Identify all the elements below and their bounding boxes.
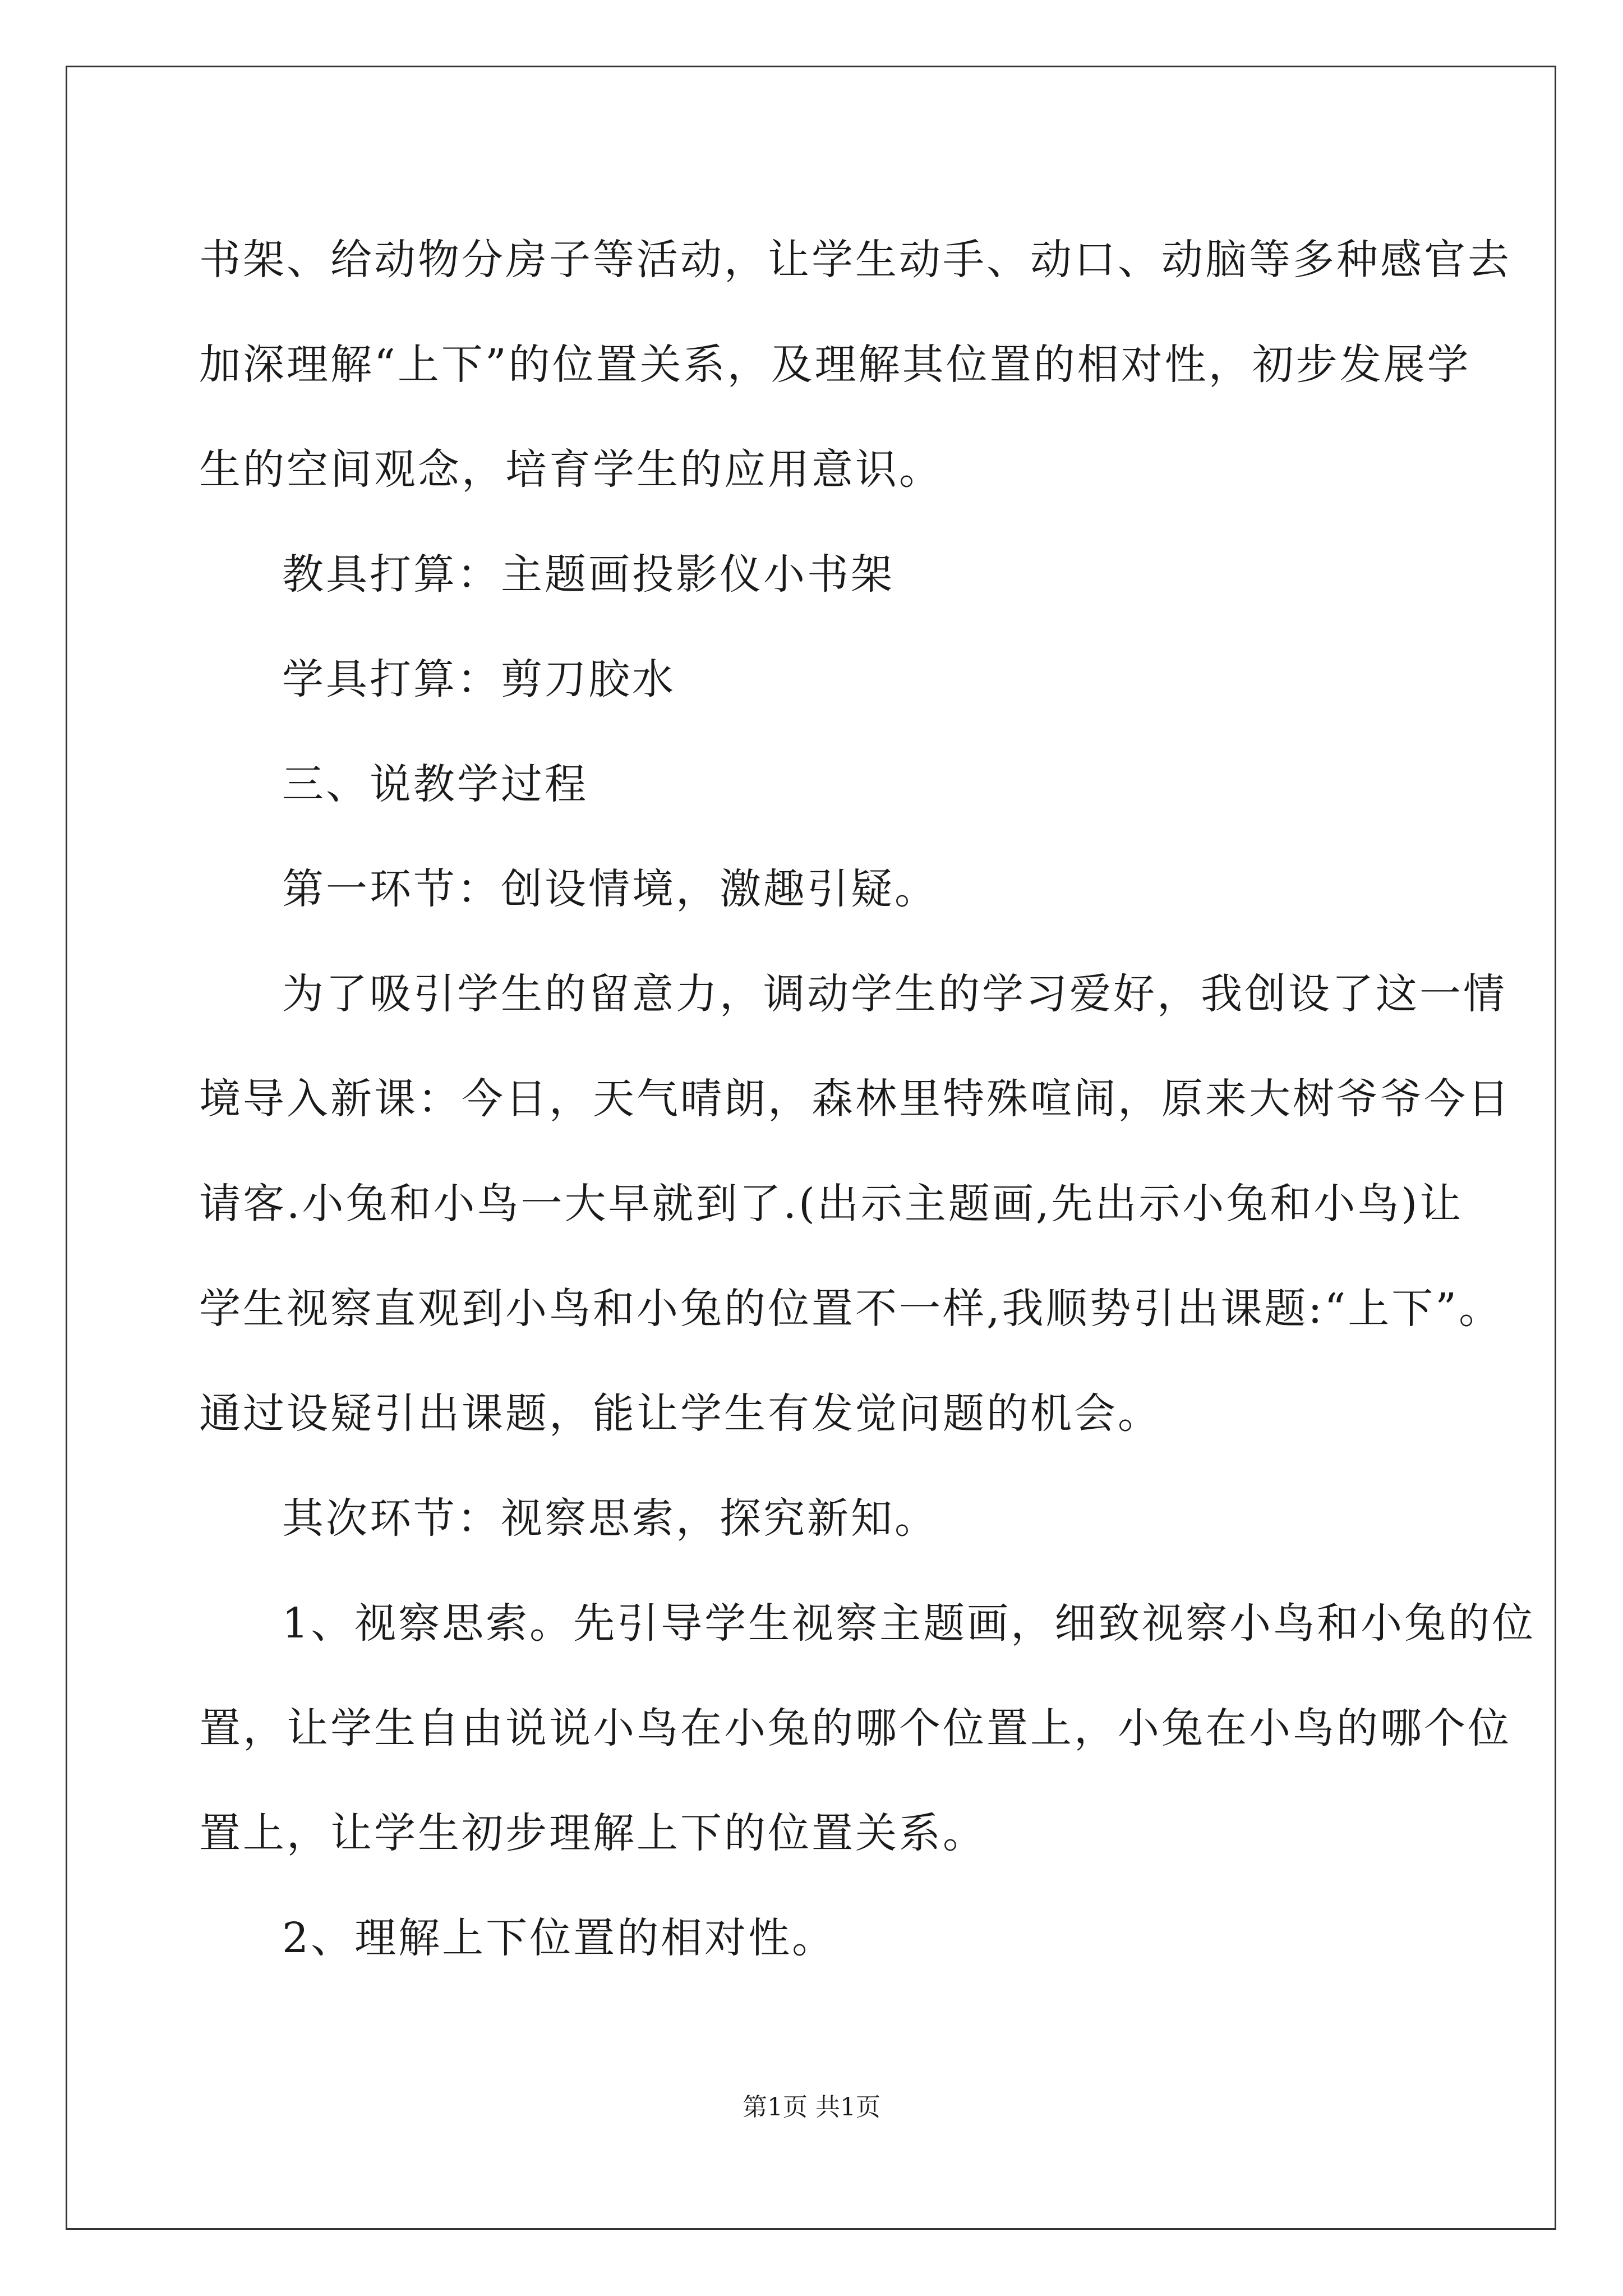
- section-subheading: 其次环节：视察思索，探究新知。: [282, 1494, 938, 1543]
- paragraph-line: 请客.小兔和小鸟一大早就到了.(出示主题画,先出示小兔和小鸟)让: [199, 1180, 1464, 1228]
- paragraph-line: 置上，让学生初步理解上下的位置关系。: [199, 1809, 986, 1857]
- paragraph-line: 2、理解上下位置的相对性。: [282, 1914, 836, 1962]
- paragraph-line: 书架、给动物分房子等活动，让学生动手、动口、动脑等多种感官去: [199, 236, 1511, 284]
- section-subheading: 第一环节：创设情境，激趣引疑。: [282, 865, 938, 913]
- paragraph-line: 学生视察直观到小鸟和小兔的位置不一样,我顺势引出课题:“上下”。: [199, 1285, 1503, 1333]
- paragraph-line: 学具打算：剪刀胶水: [282, 655, 676, 703]
- paragraph-line: 1、视察思索。先引导学生视察主题画，细致视察小鸟和小兔的位: [282, 1599, 1536, 1648]
- section-heading: 三、说教学过程: [282, 760, 588, 808]
- paragraph-line: 教具打算：主题画投影仪小书架: [282, 550, 895, 599]
- page-number-footer: 第1页 共1页: [743, 2093, 880, 2122]
- paragraph-line: 加深理解“上下”的位置关系，及理解其位置的相对性，初步发展学: [199, 341, 1471, 389]
- paragraph-line: 通过设疑引出课题，能让学生有发觉问题的机会。: [199, 1389, 1161, 1438]
- document-body: [199, 208, 1536, 1991]
- paragraph-line: 生的空间观念，培育学生的应用意识。: [199, 445, 943, 494]
- paragraph-line: 置，让学生自由说说小鸟在小兔的哪个位置上，小兔在小鸟的哪个位: [199, 1704, 1511, 1752]
- paragraph-line: 为了吸引学生的留意力，调动学生的学习爱好，我创设了这一情: [282, 970, 1507, 1018]
- paragraph-line: 境导入新课：今日，天气晴朗，森林里特殊喧闹，原来大树爷爷今日: [199, 1075, 1511, 1123]
